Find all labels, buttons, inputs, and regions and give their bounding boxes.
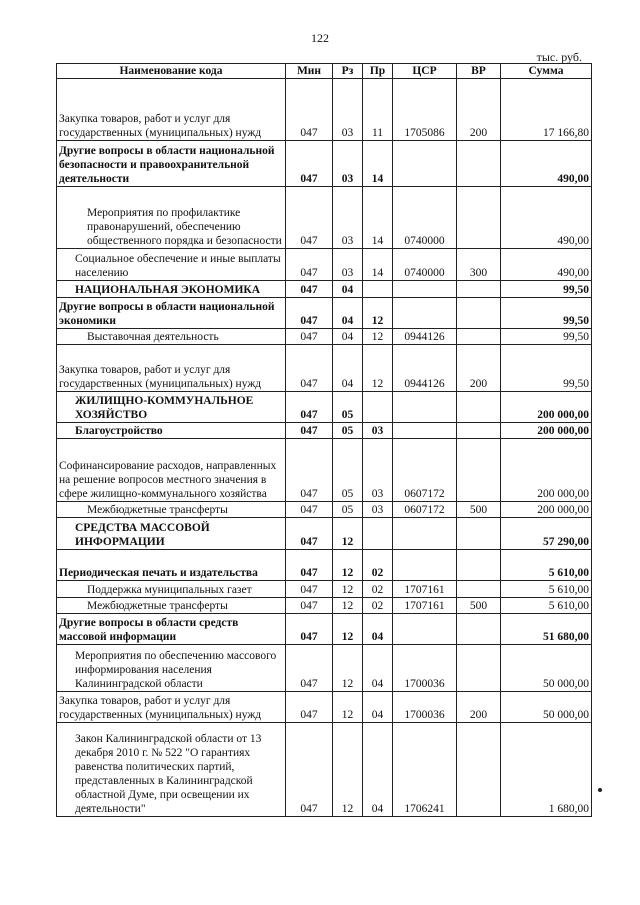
cell-name: Софинансирование расходов, направленных на решение вопросов местного значения в сфере жилищно-коммунального хозяйства: [57, 439, 286, 502]
cell-min: 047: [286, 298, 333, 329]
cell-name: Выставочная деятельность: [57, 329, 286, 345]
cell-sum: 200 000,00: [501, 423, 592, 439]
header-name: Наименование кода: [57, 64, 286, 79]
cell-min: 047: [286, 79, 333, 141]
cell-name: Другие вопросы в области национальной безопасности и правоохранительной деятельности: [57, 141, 286, 187]
cell-sum: 51 680,00: [501, 614, 592, 645]
cell-csr: [393, 392, 457, 423]
cell-name: Закупка товаров, работ и услуг для государственных (муниципальных) нужд: [57, 345, 286, 392]
cell-rz: 12: [333, 581, 363, 598]
cell-rz: 05: [333, 392, 363, 423]
cell-rz: 12: [333, 518, 363, 550]
cell-rz: 12: [333, 598, 363, 614]
cell-csr: [393, 141, 457, 187]
cell-name: СРЕДСТВА МАССОВОЙ ИНФОРМАЦИИ: [57, 518, 286, 550]
cell-csr: [393, 281, 457, 298]
cell-rz: 03: [333, 187, 363, 249]
cell-name: НАЦИОНАЛЬНАЯ ЭКОНОМИКА: [57, 281, 286, 298]
header-csr: ЦСР: [393, 64, 457, 79]
cell-pr: 04: [363, 645, 393, 692]
cell-name: Межбюджетные трансферты: [57, 598, 286, 614]
table-header-row: [57, 64, 592, 79]
cell-rz: 04: [333, 329, 363, 345]
cell-pr: 14: [363, 187, 393, 249]
cell-csr: [393, 298, 457, 329]
cell-vr: 500: [457, 502, 501, 518]
cell-csr: [393, 518, 457, 550]
cell-min: 047: [286, 329, 333, 345]
page-number: 122: [311, 31, 329, 45]
table-row: [57, 502, 592, 518]
table-row: [57, 345, 592, 392]
cell-sum: 5 610,00: [501, 581, 592, 598]
cell-vr: 200: [457, 345, 501, 392]
cell-csr: 1707161: [393, 581, 457, 598]
cell-csr: 1700036: [393, 692, 457, 723]
cell-sum: 50 000,00: [501, 645, 592, 692]
cell-name: Закон Калининградской области от 13 декабря 2010 г. № 522 "О гарантиях равенства политических партий, представленных в Калининградской областной Думе, при освещении их деятельности": [57, 723, 286, 817]
cell-pr: 11: [363, 79, 393, 141]
cell-rz: 03: [333, 79, 363, 141]
cell-name: Другие вопросы в области средств массовой информации: [57, 614, 286, 645]
cell-sum: 99,50: [501, 298, 592, 329]
budget-table: [56, 63, 592, 817]
units-label: тыс. руб.: [536, 50, 582, 64]
cell-pr: 03: [363, 439, 393, 502]
cell-pr: 02: [363, 550, 393, 581]
cell-sum: 200 000,00: [501, 502, 592, 518]
cell-min: 047: [286, 518, 333, 550]
cell-pr: 03: [363, 502, 393, 518]
cell-pr: 12: [363, 298, 393, 329]
cell-name: Поддержка муниципальных газет: [57, 581, 286, 598]
cell-vr: [457, 581, 501, 598]
header-vr: ВР: [457, 64, 501, 79]
cell-sum: 200 000,00: [501, 439, 592, 502]
table-row: [57, 392, 592, 423]
cell-min: 047: [286, 187, 333, 249]
table-row: [57, 423, 592, 439]
cell-rz: 04: [333, 281, 363, 298]
cell-csr: 0607172: [393, 439, 457, 502]
cell-rz: 04: [333, 298, 363, 329]
cell-min: 047: [286, 581, 333, 598]
cell-vr: [457, 645, 501, 692]
cell-csr: 0740000: [393, 249, 457, 281]
table-row: [57, 692, 592, 723]
cell-vr: [457, 550, 501, 581]
cell-rz: 12: [333, 692, 363, 723]
cell-min: 047: [286, 692, 333, 723]
cell-vr: [457, 723, 501, 817]
cell-csr: [393, 423, 457, 439]
cell-min: 047: [286, 614, 333, 645]
cell-min: 047: [286, 502, 333, 518]
cell-min: 047: [286, 281, 333, 298]
cell-sum: 17 166,80: [501, 79, 592, 141]
header-min: Мин: [286, 64, 333, 79]
cell-vr: 200: [457, 79, 501, 141]
cell-pr: [363, 281, 393, 298]
cell-name: Закупка товаров, работ и услуг для государственных (муниципальных) нужд: [57, 692, 286, 723]
cell-name: Закупка товаров, работ и услуг для государственных (муниципальных) нужд: [57, 79, 286, 141]
cell-rz: 05: [333, 439, 363, 502]
cell-rz: 05: [333, 502, 363, 518]
cell-csr: [393, 614, 457, 645]
cell-vr: 300: [457, 249, 501, 281]
cell-name: Мероприятия по профилактике правонарушений, обеспечению общественного порядка и безопасности: [57, 187, 286, 249]
cell-vr: [457, 187, 501, 249]
cell-vr: [457, 392, 501, 423]
cell-sum: 490,00: [501, 187, 592, 249]
cell-pr: 14: [363, 141, 393, 187]
cell-vr: [457, 329, 501, 345]
header-pr: Пр: [363, 64, 393, 79]
cell-vr: [457, 518, 501, 550]
cell-csr: 0607172: [393, 502, 457, 518]
cell-vr: [457, 281, 501, 298]
cell-min: 047: [286, 645, 333, 692]
cell-pr: 12: [363, 329, 393, 345]
cell-rz: 12: [333, 723, 363, 817]
cell-rz: 03: [333, 249, 363, 281]
cell-min: 047: [286, 345, 333, 392]
cell-vr: [457, 298, 501, 329]
cell-csr: 1700036: [393, 645, 457, 692]
cell-sum: 5 610,00: [501, 550, 592, 581]
cell-min: 047: [286, 392, 333, 423]
table-row: [57, 518, 592, 550]
cell-name: Межбюджетные трансферты: [57, 502, 286, 518]
table-row: [57, 187, 592, 249]
cell-pr: 04: [363, 723, 393, 817]
scan-mark: [598, 788, 602, 792]
table-row: [57, 79, 592, 141]
cell-sum: 50 000,00: [501, 692, 592, 723]
cell-pr: 14: [363, 249, 393, 281]
table-row: [57, 281, 592, 298]
cell-name: Социальное обеспечение и иные выплаты населению: [57, 249, 286, 281]
cell-sum: 1 680,00: [501, 723, 592, 817]
cell-rz: 04: [333, 345, 363, 392]
cell-rz: 03: [333, 141, 363, 187]
table-row: [57, 329, 592, 345]
cell-pr: 04: [363, 692, 393, 723]
cell-name: ЖИЛИЩНО-КОММУНАЛЬНОЕ ХОЗЯЙСТВО: [57, 392, 286, 423]
cell-name: Благоустройство: [57, 423, 286, 439]
cell-name: Мероприятия по обеспечению массового информирования населения Калининградской области: [57, 645, 286, 692]
table-row: [57, 249, 592, 281]
header-sum: Сумма: [501, 64, 592, 79]
cell-name: Другие вопросы в области национальной экономики: [57, 298, 286, 329]
table-row: [57, 439, 592, 502]
cell-pr: 12: [363, 345, 393, 392]
cell-csr: 0740000: [393, 187, 457, 249]
cell-pr: [363, 392, 393, 423]
cell-sum: 490,00: [501, 249, 592, 281]
cell-pr: 03: [363, 423, 393, 439]
cell-min: 047: [286, 598, 333, 614]
cell-vr: [457, 614, 501, 645]
cell-vr: 500: [457, 598, 501, 614]
cell-sum: 200 000,00: [501, 392, 592, 423]
cell-sum: 5 610,00: [501, 598, 592, 614]
cell-min: 047: [286, 550, 333, 581]
cell-vr: 200: [457, 692, 501, 723]
cell-rz: 12: [333, 645, 363, 692]
cell-vr: [457, 423, 501, 439]
cell-rz: 05: [333, 423, 363, 439]
table-row: [57, 645, 592, 692]
cell-pr: 04: [363, 614, 393, 645]
cell-csr: 0944126: [393, 329, 457, 345]
cell-csr: 1707161: [393, 598, 457, 614]
cell-vr: [457, 439, 501, 502]
cell-pr: [363, 518, 393, 550]
table-row: [57, 141, 592, 187]
table-row: [57, 723, 592, 817]
cell-min: 047: [286, 423, 333, 439]
cell-sum: 57 290,00: [501, 518, 592, 550]
table-row: [57, 298, 592, 329]
cell-min: 047: [286, 141, 333, 187]
cell-sum: 99,50: [501, 329, 592, 345]
cell-sum: 99,50: [501, 345, 592, 392]
cell-min: 047: [286, 249, 333, 281]
table-row: [57, 581, 592, 598]
table-row: [57, 550, 592, 581]
cell-csr: 1705086: [393, 79, 457, 141]
cell-csr: 1706241: [393, 723, 457, 817]
cell-sum: 99,50: [501, 281, 592, 298]
header-rz: Рз: [333, 64, 363, 79]
cell-rz: 12: [333, 550, 363, 581]
cell-pr: 02: [363, 581, 393, 598]
cell-sum: 490,00: [501, 141, 592, 187]
table-row: [57, 614, 592, 645]
cell-min: 047: [286, 439, 333, 502]
cell-csr: [393, 550, 457, 581]
table-row: [57, 598, 592, 614]
cell-csr: 0944126: [393, 345, 457, 392]
cell-name: Периодическая печать и издательства: [57, 550, 286, 581]
cell-pr: 02: [363, 598, 393, 614]
cell-min: 047: [286, 723, 333, 817]
cell-rz: 12: [333, 614, 363, 645]
cell-vr: [457, 141, 501, 187]
